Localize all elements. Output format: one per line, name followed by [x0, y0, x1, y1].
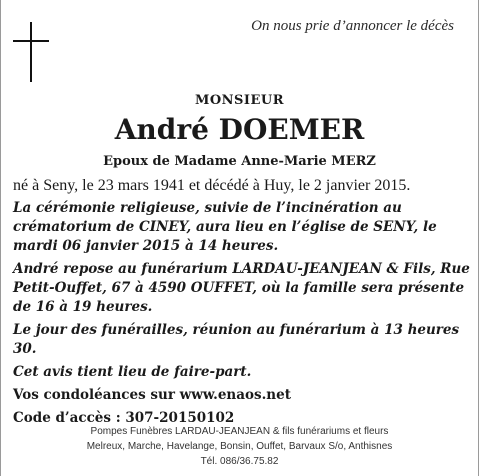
reunion-paragraph: Le jour des funérailles, réunion au funérarium à 13 heures 30. — [13, 322, 460, 357]
faire-part-line: Cet avis tient lieu de faire-part. — [13, 364, 252, 380]
access-code-line: Code d’accès : 307-20150102 — [13, 410, 235, 426]
birth-death-line: né à Seny, le 23 mars 1941 et décédé à Huy, le 2 janvier 2015. — [13, 177, 411, 194]
funeral-home-footer — [0, 424, 479, 469]
cross-icon — [13, 22, 49, 82]
deceased-name: André DOEMER — [114, 113, 365, 146]
ceremony-paragraph: La cérémonie religieuse, suivie de l’incinération au crématorium de CINEY, aura lieu en l’église de SENY, le mardi 06 janvier 2015 à 14 heures. — [13, 200, 437, 254]
honorific: MONSIEUR — [194, 93, 285, 108]
notice-body — [13, 176, 471, 432]
left-border — [0, 0, 1, 476]
footer-phone: Tél. 086/36.75.82 — [200, 456, 279, 467]
announcement-text: On nous prie d’annoncer le décès — [251, 18, 454, 34]
funerarium-paragraph: André repose au funérarium LARDAU-JEANJEAN & Fils, Rue Petit-Ouffet, 67 à 4590 OUFFET, où la famille sera présente de 16 à 19 heures. — [13, 261, 470, 315]
condolences-line: Vos condoléances sur www.enaos.net — [13, 387, 291, 403]
footer-line-2: Melreux, Marche, Havelange, Bonsin, Ouffet, Barvaux S/o, Anthisnes — [86, 441, 393, 452]
spouse-line: Epoux de Madame Anne-Marie MERZ — [103, 154, 376, 169]
footer-line-1: Pompes Funèbres LARDAU-JEANJEAN & fils funérariums et fleurs — [90, 426, 389, 437]
